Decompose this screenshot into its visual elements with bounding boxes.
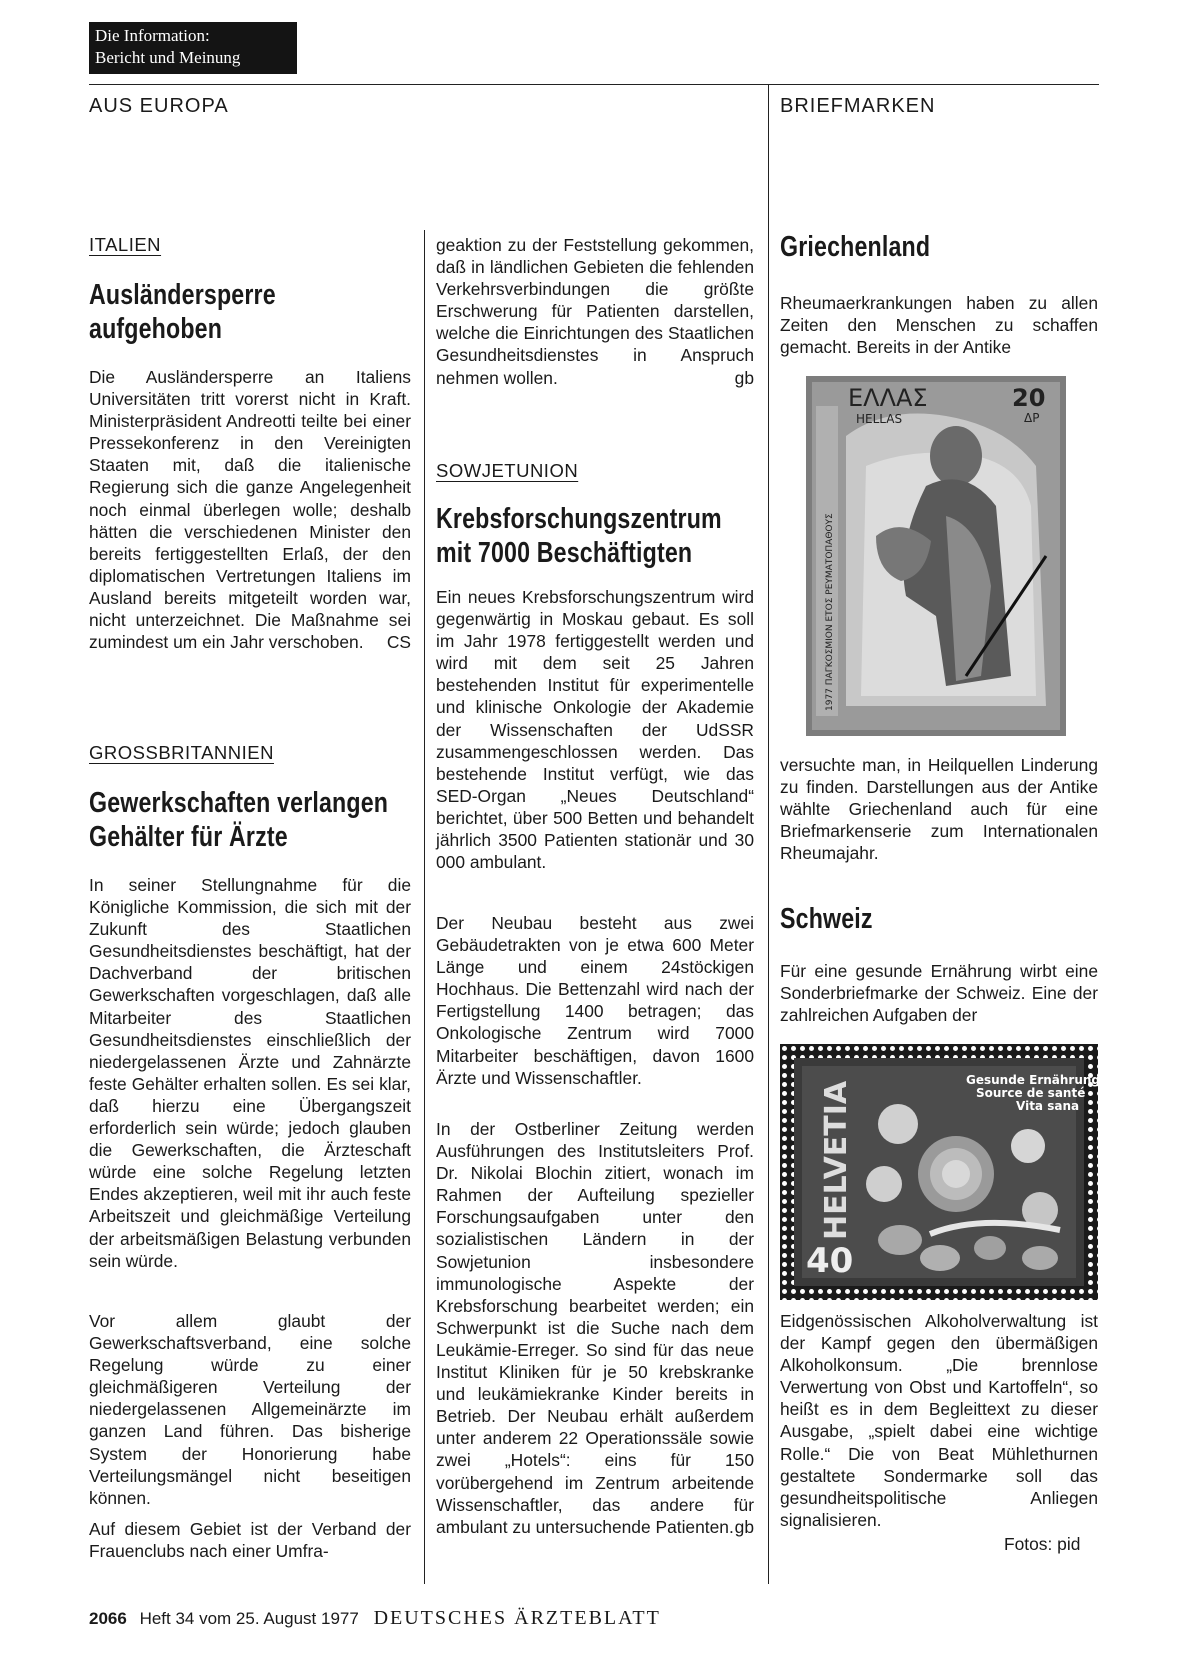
swiss-stamp-artwork (780, 1044, 1098, 1300)
headline-line: Gewerkschaften verlangen (89, 787, 389, 819)
headline-line: aufgehoben (89, 313, 223, 345)
page-number: 2066 (89, 1609, 127, 1628)
header-rule (89, 84, 1099, 85)
kicker-grossbritannien: GROSSBRITANNIEN (89, 742, 274, 763)
kicker-italien: ITALIEN (89, 234, 162, 255)
photo-credit: Fotos: pid (1004, 1534, 1081, 1554)
magazine-name: DEUTSCHES ÄRZTEBLATT (373, 1607, 661, 1629)
paragraph-text: Die Ausländersperre an Italiens Universitäten tritt vorerst nicht in Kraft. Ministerpräsident Andreotti teilte bei einer Pressekonferenz in den Vereinigten Staaten mit, daß die italienische Regierung sich die ganze Angelegenheit noch einmal überlegen wolle; deshalb hätten die verschiedenen Minister den bereits fertiggestellten Erlaß, der den diplomatischen Vertretungen Italiens im Ausland bereits mitgeteilt worden war, nicht unterzeichnet. Die Maßnahme sei zumindest um ein Jahr verschoben. (89, 367, 411, 653)
paragraph-text: In der Ostberliner Zeitung werden Ausführungen des Institutsleiters Prof. Dr. Nikolai Blochin zitiert, wonach im Rahmen der Aufteilung spezieller Forschungsaufgaben unter den sozialistischen Ländern in der Sowjetunion insbesondere immunologische Aspekte der Krebsforschung bearbeitet werden; ein Schwerpunkt ist die Suche nach dem Leukämie-Erreger. So sind für das neue Institut Kliniken für je 50 krebskranke und leukämiekranke Kinder bereits in Betrieb. Der Neubau erhält außerdem unter anderem 22 Operationssäle sowie zwei „Hotels“: eins für 150 vorübergehend im Zentrum arbeitende Wissenschaftler, das andere für ambulant zu untersuchende Patienten. (436, 1119, 754, 1537)
swiss-stamp-image (780, 1044, 1098, 1300)
article-gb-paragraph-3: Auf diesem Gebiet ist der Verband der Frauenclubs nach einer Umfra- (89, 1519, 411, 1562)
headline-line: mit 7000 Beschäftigten (436, 537, 693, 569)
swiss-stamp-caption-3: Vita sana (1016, 1099, 1080, 1113)
article-italien-body (89, 366, 411, 653)
article-gb-paragraph-2: Vor allem glaubt der Gewerkschaftsverband, eine solche Regelung würde zu einer gleichmäßigeren Verteilung der niedergelassenen Allgemeinärzte im ganzen Land führen. Das bisherige System der Honorierung habe Verteilungsmängel nicht beseitigen können. (89, 1311, 411, 1508)
column-divider-left (424, 230, 425, 1584)
author-tag: CS (386, 632, 411, 653)
page-footer (89, 1607, 661, 1630)
article-griechenland-paragraph-2: versuchte man, in Heilquellen Linderung zu finden. Darstellungen aus der Antike wählte Griechenland auch für eine Briefmarkenserie zum Internationalen Rheumajahr. (780, 755, 1098, 864)
section-label-stamps: BRIEFMARKEN (780, 95, 936, 117)
article-sowjetunion-paragraph-3 (436, 1118, 754, 1538)
section-label-europe: AUS EUROPA (89, 95, 229, 117)
swiss-stamp-value: 40 (806, 1241, 854, 1281)
greek-stamp-image (806, 376, 1066, 736)
article-sowjetunion-paragraph-2: Der Neubau besteht aus zwei Gebäudetrakten von je etwa 600 Meter Länge und einem 24stöckigen Hochhaus. Die Bettenzahl wird nach der Fertigstellung 1400 betragen; das Onkologische Zentrum wird 7000 Mitarbeiter beschäftigen, davon 1600 Ärzte und Wissenschaftler. (436, 913, 754, 1088)
article-gb-paragraph-1: In seiner Stellungnahme für die Königliche Kommission, die sich mit der Zukunft des Staatlichen Gesundheitsdienstes beschäftigt, hat der Dachverband der britischen Gewerkschaften vorgeschlagen, daß alle Mitarbeiter des Staatlichen Gesundheitsdienstes einschließlich der niedergelassenen Ärzte und Zahnärzte feste Gehälter erhalten sollen. Es sei klar, daß hierzu eine Übergangszeit erforderlich sein würde; jedoch glauben die Gewerkschaften, die Ärzteschaft würde eine solche Regelung letzten Endes akzeptieren, weil mit ihr auch feste Arbeitszeit und gleichmäßige Verteilung der arbeitsmäßigen Belastung verbunden sein würde. (89, 875, 411, 1271)
paragraph-text: geaktion zu der Feststellung gekommen, daß in ländlichen Gebieten die fehlenden Verkehrsverbindungen die größte Erschwerung für Patienten darstellen, welche die Einrichtungen des Staatlichen Gesundheitsdienstes in Anspruch nehmen wollen. (436, 235, 754, 388)
headline-schweiz: Schweiz (780, 903, 873, 935)
issue-info: Heft 34 vom 25. August 1977 (139, 1609, 359, 1628)
swiss-stamp-caption-2: Source de santé (976, 1086, 1086, 1100)
greek-stamp-country: ΕΛΛΑΣ (848, 384, 928, 412)
section-badge (89, 22, 297, 74)
swiss-stamp-caption-1: Gesunde Ernährung (966, 1073, 1098, 1087)
greek-stamp-side-text: 1977 ΠΑΓΚΟΣΜΙΟΝ ΕΤΟΣ ΡΕΥΜΑΤΟΠΑΘΟΥΣ (825, 513, 835, 711)
headline-griechenland: Griechenland (780, 231, 931, 263)
article-schweiz-paragraph-1: Für eine gesunde Ernährung wirbt eine Sonderbriefmarke der Schweiz. Eine der zahlreichen Aufgaben der (780, 961, 1098, 1026)
article-sowjetunion-paragraph-1: Ein neues Krebsforschungszentrum wird gegenwärtig in Moskau gebaut. Es soll im Jahr 1978 fertiggestellt werden und wird mit dem seit 25 Jahren bestehenden Institut für experimentelle und klinische Onkologie der Akademie der Wissenschaften der UdSSR zusammengeschlossen werden. Das bestehende Institut verfügt, wie das SED-Organ „Neues Deutschland“ berichtet, über 500 Betten und behandelt jährlich 3500 Patienten stationär und 30 000 ambulant. (436, 587, 754, 873)
swiss-stamp-country: HELVETIA (819, 1080, 854, 1240)
author-tag: gb (734, 367, 754, 388)
badge-line-2: Bericht und Meinung (95, 48, 241, 67)
headline-line: Gehälter für Ärzte (89, 821, 288, 853)
greek-stamp-currency: ΔΡ (1024, 411, 1040, 425)
article-gb-continuation (436, 234, 754, 389)
badge-line-1: Die Information: (95, 26, 210, 45)
greek-stamp-value: 20 (1012, 384, 1046, 412)
headline-auslaendersperre (89, 278, 276, 346)
column-divider-right (768, 84, 769, 1584)
author-tag: gb (734, 1516, 754, 1537)
greek-stamp-artwork (806, 376, 1066, 736)
headline-line: Ausländersperre (89, 279, 276, 311)
article-schweiz-paragraph-2: Eidgenössischen Alkoholverwaltung ist der Kampf gegen den übermäßigen Alkoholkonsum. „Die brennlose Verwertung von Obst und Kartoffeln“, so heißt es in dem Begleittext zu dieser Ausgabe, „spielt dabei eine wichtige Rolle.“ Die von Beat Mühlethurnen gestaltete Sondermarke soll das gesundheitspolitische Anliegen signalisieren. (780, 1311, 1098, 1530)
greek-stamp-country-latin: HELLAS (856, 412, 903, 426)
article-griechenland-paragraph-1: Rheumaerkrankungen haben zu allen Zeiten den Menschen zu schaffen gemacht. Bereits in der Antike (780, 293, 1098, 358)
headline-line: Krebsforschungszentrum (436, 503, 722, 535)
kicker-sowjetunion: SOWJETUNION (436, 460, 579, 481)
headline-gewerkschaften (89, 786, 388, 854)
headline-krebsforschung (436, 502, 722, 570)
